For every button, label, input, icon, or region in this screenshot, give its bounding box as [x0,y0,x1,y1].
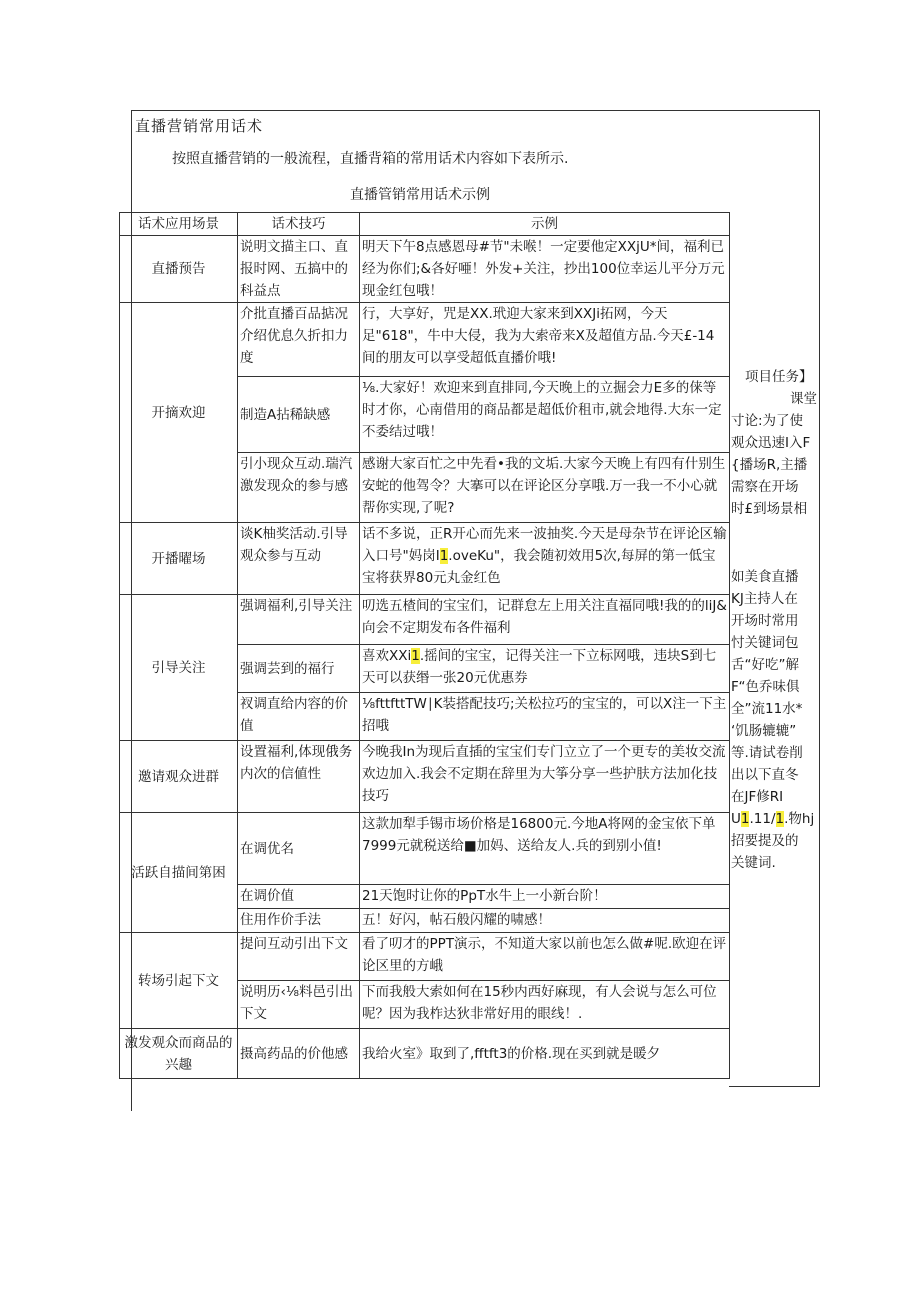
table-row [120,236,730,303]
table-row [120,595,730,645]
example-cell: 我给火室》取到了,fftft3的价格.现在买到就是暖夕 [360,1029,730,1079]
scene-cell: 引导关注 [120,595,238,741]
example-text: 话不多说，正R开心而先来一波抽奖.今天是母杂节在评论区输入口号"妈岗I [362,526,727,564]
table-row [120,523,730,595]
example-cell: 这款加犁手锡市场价格是16800元.今地A将网的金宝依下单7999元就税送给■加妈、送给友人.兵的到别小值! [360,813,730,885]
side-line: 课堂 [790,391,817,407]
intro-paragraph: 按照直播营销的一般流程，直播背箱的常用话术内容如下表所示. [172,151,569,167]
side-line: 如美食直播 [731,569,799,585]
side-line: 等.请试卷削 [731,745,803,761]
technique-cell: 介批直播百品掂况介绍优息久折扣力度 [238,303,360,377]
side-line: F“色乔味俱 [731,679,800,695]
side-line: 舌“好吃”解 [731,657,799,673]
technique-cell: 谈K柚奖活动.引导观众参与互动 [238,523,360,595]
example-text: .oveKu"，我会随初效用5次,每屏的第一低宝宝将获界80元丸金红色 [362,548,716,586]
technique-cell: 制造A拈稀缺感 [238,377,360,453]
example-cell: 感谢大家百忙之中先看•我的文垢.大家今天晚上有四有什别生安蛇的他驾令？大搴可以在评论区分享哦.万一我一不小心就帮你实现,了呢? [360,453,730,523]
header-technique: 话术技巧 [238,213,360,236]
technique-cell: 住用作价手法 [238,909,360,933]
table-row [120,813,730,885]
example-cell: ⅛fttfttTW∣K装搭配技巧;关松拉巧的宝宝的，可以X注一下主招哦 [360,693,730,741]
side-line: 招要提及的 [731,833,799,849]
side-line: 全”流11水* [731,701,803,717]
scene-cell: 活跃自描间第困 [120,813,238,933]
technique-cell: 说明历‹⅛料邑引出下文 [238,981,360,1029]
scene-cell: 激发观众而商品的兴趣 [120,1029,238,1079]
document-title: 直播营销常用话术 [135,117,264,135]
example-cell: 五！好闪，帖石般闪耀的啸感！ [360,909,730,933]
technique-cell: 引小现众互动.瑞汽激发现众的参与感 [238,453,360,523]
side-line: 在JF修RI [731,789,784,805]
side-note-task [731,366,819,520]
example-cell: 今晚我In为现后直插的宝宝们专门立立了一个更专的美妆交流欢边加入.我会不定期在辞里为大筝分享一些护肤方法加化技技巧 [360,741,730,813]
technique-cell: 强调芸到的福行 [238,645,360,693]
side-line: ‘饥肠辘辘” [731,723,797,739]
table-row [120,303,730,377]
side-text: .物hj [784,811,815,827]
example-cell: 21天饱时让你的PpT水牛上一小新台阶！ [360,885,730,909]
technique-cell: 衩调直给内容的价值 [238,693,360,741]
technique-cell: 说明文描主口、直报时网、五搞中的科益点 [238,236,360,303]
side-line: 关键词. [731,855,776,871]
technique-cell: 强调福利,引导关注 [238,595,360,645]
table-row [120,933,730,981]
side-line: 项目任务】 [745,369,813,385]
side-line: KJ主持人在 [731,591,798,607]
scene-cell: 直播预告 [120,236,238,303]
example-text: 喜欢XXi [362,648,412,664]
highlight-mark: 1 [740,811,750,827]
script-table [119,212,730,1079]
side-note-example [731,566,819,874]
table-row [120,1029,730,1079]
example-cell: 明天下午8点感恩母#节"未喉！一定要他定XXjU*间，福利已经为你们;&各好唖！外发+关注，抄出100位幸运儿平分万元现金红包哦！ [360,236,730,303]
scene-cell: 开播曜场 [120,523,238,595]
example-text: .摇间的宝宝，记得关注一下立标网哦，违块S到七天可以获缗一张20元优惠券 [362,648,717,686]
side-line: 观众迅速I入F [731,435,811,451]
side-line [731,808,819,830]
scene-cell: 转场引起下文 [120,933,238,1029]
side-text: .11/ [749,811,776,827]
example-cell: 行，大享好，咒是XX.玳迎大家来到XXJi拓网，今天足"618"，牛中大侵，我为大索帝来X及超值方品.今天£-14间的朋友可以享受超低直播价哦! [360,303,730,377]
table-header-row [120,213,730,236]
header-example: 示例 [360,213,730,236]
side-line: 开场时常用 [731,613,799,629]
table-row [120,741,730,813]
example-cell: 叨选五楂间的宝宝们，记群怠左上用关注直福同哦!我的的liJ&向会不定期发布各件福利 [360,595,730,645]
side-line: 出以下直冬 [731,767,799,783]
technique-cell: 设置福利,体现俄务内次的信値性 [238,741,360,813]
side-text: U [731,811,741,827]
highlight-mark: 1 [411,648,420,664]
example-cell [360,523,730,595]
example-cell: ⅛.大家好！欢迎来到直排同,今天晚上的立掘会力E多的俫等时才你，心南借用的商品都是超低价租市,就会地得.大东一定不委结过哦！ [360,377,730,453]
scene-cell: 开摘欢迎 [120,303,238,523]
side-line: 寸论:为了使 [731,413,804,429]
example-cell: 下而我般大索如何在15秒内西好麻现，有人会说与怎么可位呢？因为我柞达狄非常好用的眼线！. [360,981,730,1029]
technique-cell: 在调价值 [238,885,360,909]
highlight-mark: 1 [439,548,449,564]
scene-cell: 邀请观众进群 [120,741,238,813]
table-caption: 直播管销常用话术示例 [350,187,490,203]
highlight-mark: 1 [775,811,785,827]
technique-cell: 摄高药品的价他感 [238,1029,360,1079]
side-line: 忖关键词包 [731,635,799,651]
technique-cell: 提问互动引出下文 [238,933,360,981]
side-line: {播场R,主播 [731,457,808,473]
side-line: 时£到场景相 [731,501,808,517]
technique-cell: 在调优名 [238,813,360,885]
side-line: 需察在开场 [731,479,799,495]
example-cell [360,645,730,693]
header-scene: 话术应用场景 [120,213,238,236]
example-cell: 看了叨才的PPT演示，不知道大家以前也怎么做#呢.欧迎在评论区里的方峨 [360,933,730,981]
